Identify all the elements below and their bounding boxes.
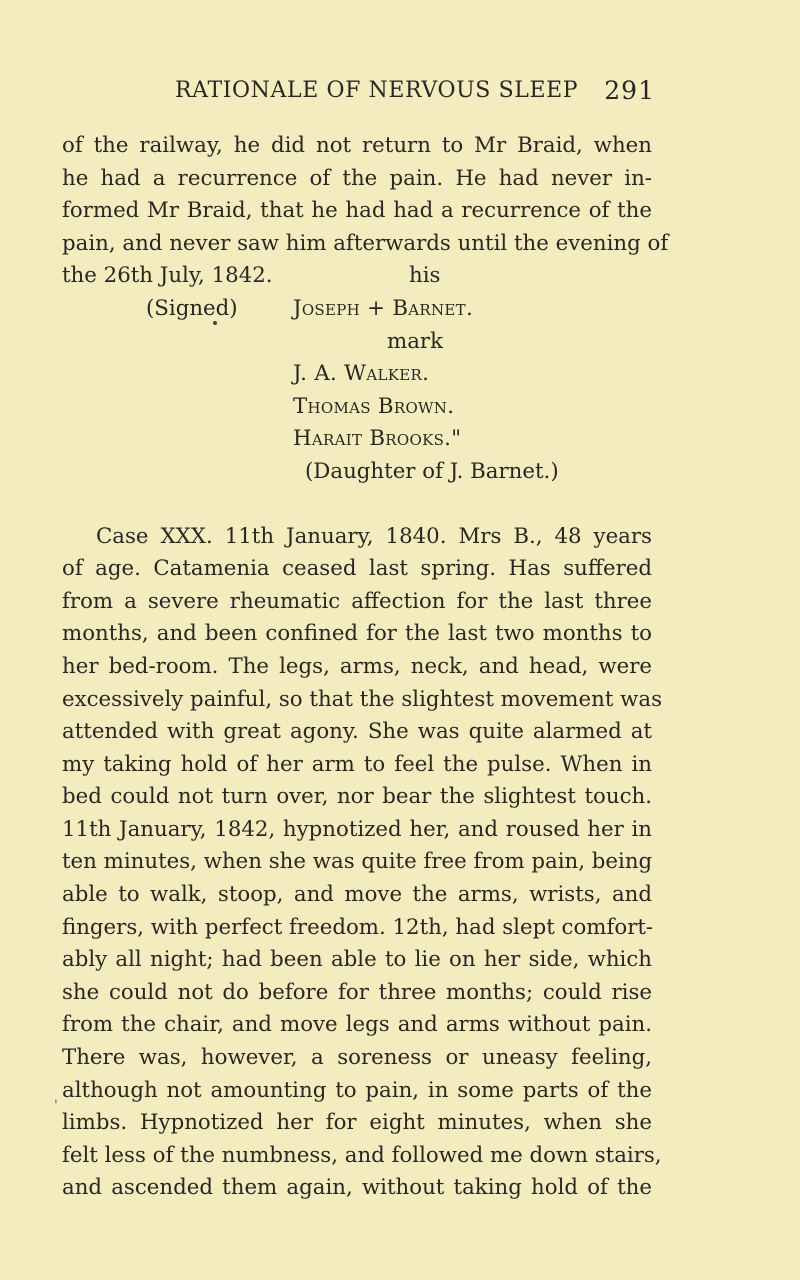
text-line: from the chair, and move legs and arms without pain. (62, 1012, 652, 1038)
text-line: Case XXX. 11th January, 1840. Mrs B., 48 years (96, 523, 652, 549)
text-line: pain, and never saw him afterwards until the evening of (62, 230, 669, 256)
text-line: bed could not turn over, nor bear the slightest touch. (62, 784, 652, 810)
text-line: limbs. Hypnotized her for eight minutes, when she (62, 1110, 652, 1136)
text-line: and ascended them again, without taking hold of the (62, 1175, 652, 1201)
signature-his: his (409, 263, 441, 289)
text-line: formed Mr Braid, that he had had a recurrence of the (62, 198, 652, 224)
case-paragraph (62, 521, 663, 1205)
page-number: 291 (604, 76, 655, 105)
text-line: months, and been confined for the last two months to (62, 621, 652, 647)
text-line: ten minutes, when she was quite free from pain, being (62, 849, 653, 875)
signature-block (62, 293, 652, 489)
text-line: my taking hold of her arm to feel the pulse. When in (62, 751, 652, 777)
page-body (62, 130, 669, 1205)
signature-mark: mark (387, 328, 443, 354)
text-line: 11th January, 1842, hypnotized her, and roused her in (62, 816, 652, 842)
text-line: of age. Catamenia ceased last spring. Has suffered (62, 556, 652, 582)
signed-label: (Signed) (146, 295, 238, 321)
text-line: able to walk, stoop, and move the arms, wrists, and (62, 882, 652, 908)
text-line: the 26th July, 1842. (62, 263, 273, 289)
signature-signed-line (62, 293, 652, 326)
margin-tick-mark: ' (54, 1098, 58, 1114)
witness-name: Thomas Brown. (293, 393, 455, 419)
signer-name: Joseph + Barnet. (293, 295, 474, 321)
witness-name: J. A. Walker. (293, 361, 430, 387)
text-line: fingers, with perfect freedom. 12th, had slept comfort- (62, 914, 654, 940)
paragraph-gap (62, 489, 652, 521)
text-line: attended with great agony. She was quite alarmed at (62, 719, 652, 745)
witness-name: Harait Brooks." (293, 426, 462, 452)
text-line: excessively painful, so that the slightest movement was (62, 686, 663, 712)
page-header (175, 78, 655, 112)
daughter-note: (Daughter of J. Barnet.) (305, 458, 559, 484)
stray-dot-mark (213, 321, 217, 325)
running-head: RATIONALE OF NERVOUS SLEEP (175, 78, 579, 103)
text-line: felt less of the numbness, and followed me down stairs, (62, 1142, 662, 1168)
text-line: ably all night; had been able to lie on her side, which (62, 947, 652, 973)
text-line: he had a recurrence of the pain. He had never in- (62, 165, 652, 191)
text-line: There was, however, a soreness or uneasy feeling, (62, 1045, 652, 1071)
text-line-with-his (62, 260, 652, 293)
text-line: she could not do before for three months; could rise (62, 979, 652, 1005)
paragraph-continuation (62, 130, 669, 293)
text-line: although not amounting to pain, in some parts of the (62, 1077, 652, 1103)
text-line: her bed-room. The legs, arms, neck, and head, were (62, 653, 652, 679)
text-line: from a severe rheumatic affection for the last three (62, 588, 652, 614)
text-line: of the railway, he did not return to Mr Braid, when (62, 133, 652, 158)
